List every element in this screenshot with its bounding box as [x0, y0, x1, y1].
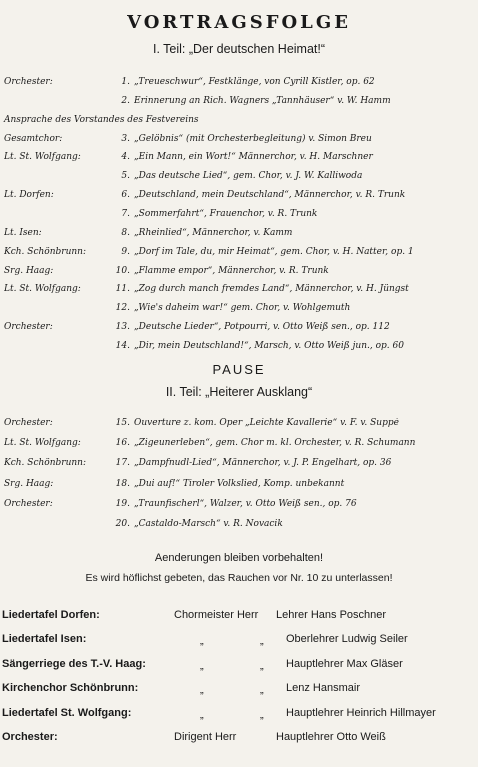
piece-title: „Treueschwur“, Festklänge, von Cyrill Kistler, op. 62 — [134, 77, 375, 87]
program-item — [0, 438, 478, 454]
director-name: Oberlehrer Ludwig Seiler — [286, 633, 408, 646]
ditto-mark: „ — [200, 684, 204, 697]
item-number: 19. — [115, 498, 130, 509]
item-number: 14. — [115, 340, 130, 351]
piece-title: „Dir, mein Deutschland!“, Marsch, v. Otto Weiß jun., op. 60 — [134, 340, 404, 351]
director-row — [0, 609, 478, 627]
performer-label: Orchester: — [4, 322, 53, 333]
performer-label: Lt. St. Wolfgang: — [4, 438, 81, 449]
piece-title: „Zog durch manch fremdes Land“, Männerchor, v. H. Jüngst — [134, 284, 409, 295]
program-item — [0, 190, 478, 206]
notice-smoking: Es wird höflichst gebeten, das Rauchen vor Nr. 10 zu unterlassen! — [85, 572, 393, 584]
piece-title: „Wie's daheim war!“ gem. Chor, v. Wohlgemuth — [134, 303, 351, 314]
part1-title: I. Teil: „Der deutschen Heimat!“ — [152, 42, 326, 56]
piece-title: „Zigeunerleben“, gem. Chor m. kl. Orchester, v. R. Schumann — [134, 438, 416, 449]
director-group: Liedertafel St. Wolfgang: — [2, 706, 132, 719]
program-item — [0, 228, 478, 244]
program-item — [0, 341, 478, 357]
ditto-mark: „ — [260, 708, 264, 721]
program-item — [0, 134, 478, 150]
piece-title: Erinnerung an Rich. Wagners „Tannhäuser“ v. W. Hamm — [134, 95, 391, 106]
piece-title: „Dorf im Tale, du, mir Heimat“, gem. Chor, v. H. Natter, op. 1 — [134, 246, 414, 257]
program-item — [0, 519, 478, 535]
piece-title: „Sommerfahrt“, Frauenchor, v. R. Trunk — [134, 208, 318, 219]
piece-title: „Dui auf!“ Tiroler Volkslied, Komp. unbekannt — [134, 478, 345, 489]
piece-title: „Ein Mann, ein Wort!“ Männerchor, v. H. Marschner — [134, 152, 373, 163]
piece-title: „Deutsche Lieder“, Potpourri, v. Otto Weiß sen., op. 112 — [134, 322, 390, 333]
ditto-mark: „ — [200, 708, 204, 721]
item-number: 6. — [121, 190, 130, 201]
item-number: 10. — [115, 265, 130, 276]
performer-label: Kch. Schönbrunn: — [4, 458, 86, 469]
director-group: Sängerriege des T.-V. Haag: — [2, 657, 146, 670]
item-number: 4. — [121, 152, 130, 163]
item-number: 8. — [121, 227, 130, 238]
program-item — [0, 458, 478, 474]
program-note — [0, 115, 478, 131]
item-number: 3. — [121, 133, 130, 144]
director-name: Lehrer Hans Poschner — [276, 609, 387, 621]
performer-label: Kch. Schönbrunn: — [4, 246, 86, 257]
piece-title: „Castaldo-Marsch“ v. R. Novacik — [134, 519, 283, 529]
performer-label: Lt. Isen: — [4, 227, 42, 238]
piece-title: „Deutschland, mein Deutschland“, Männerchor, v. R. Trunk — [134, 190, 406, 201]
performer-label: Gesamtchor: — [4, 133, 63, 144]
director-group: Orchester: — [2, 731, 58, 743]
pause-label: PAUSE — [212, 362, 266, 377]
piece-title: „Das deutsche Lied“, gem. Chor, v. J. W. Kalliwoda — [134, 171, 363, 182]
director-group: Liedertafel Isen: — [2, 633, 87, 646]
director-role: Chormeister Herr — [174, 609, 259, 621]
piece-title: „Traunfischerl“, Walzer, v. Otto Weiß sen., op. 76 — [134, 498, 357, 509]
performer-label: Lt. St. Wolfgang: — [4, 284, 81, 295]
director-group: Kirchenchor Schönbrunn: — [2, 682, 139, 695]
piece-title: Ouverture z. kom. Oper „Leichte Kavallerie“ v. F. v. Suppé — [134, 418, 399, 428]
performer-label: Lt. St. Wolfgang: — [4, 152, 81, 163]
ditto-mark: „ — [260, 635, 264, 648]
performer-label: Orchester: — [4, 498, 53, 509]
program-item — [0, 209, 478, 225]
ditto-mark: „ — [260, 659, 264, 672]
program-item — [0, 266, 478, 282]
item-number: 11. — [115, 284, 130, 295]
ditto-mark: „ — [200, 659, 204, 672]
performer-label: Srg. Haag: — [4, 265, 54, 276]
director-name: Hauptlehrer Max Gläser — [286, 657, 403, 670]
program-item — [0, 96, 478, 112]
performer-label: Srg. Haag: — [4, 478, 54, 489]
item-number: 13. — [115, 322, 130, 333]
director-row — [0, 707, 478, 725]
item-number: 20. — [115, 519, 130, 529]
program-item — [0, 152, 478, 168]
item-number: 5. — [121, 171, 130, 182]
ditto-mark: „ — [260, 684, 264, 697]
program-note-text: Ansprache des Vorstandes des Festvereins — [4, 114, 199, 125]
piece-title: „Rheinlied“, Männerchor, v. Kamm — [134, 227, 293, 238]
item-number: 12. — [115, 303, 130, 314]
program-item — [0, 418, 478, 434]
notice-changes: Aenderungen bleiben vorbehalten! — [154, 552, 324, 564]
program-item — [0, 247, 478, 263]
piece-title: „Dampfnudl-Lied“, Männerchor, v. J. P. Engelhart, op. 36 — [134, 458, 392, 469]
ditto-mark: „ — [200, 635, 204, 648]
item-number: 18. — [115, 478, 130, 489]
performer-label: Orchester: — [4, 77, 53, 87]
director-name: Lenz Hansmair — [286, 682, 360, 695]
item-number: 15. — [115, 418, 130, 428]
director-name: Hauptlehrer Otto Weiß — [276, 731, 386, 743]
director-row — [0, 731, 478, 749]
performer-label: Lt. Dorfen: — [4, 190, 54, 201]
item-number: 16. — [115, 438, 130, 449]
director-row — [0, 658, 478, 676]
program-item — [0, 499, 478, 515]
director-name: Hauptlehrer Heinrich Hillmayer — [286, 706, 436, 719]
item-number: 1. — [121, 77, 130, 87]
director-group: Liedertafel Dorfen: — [2, 609, 100, 621]
program-item — [0, 171, 478, 187]
piece-title: „Gelöbnis“ (mit Orchesterbegleitung) v. Simon Breu — [134, 133, 372, 144]
program-item — [0, 303, 478, 319]
program-item — [0, 284, 478, 300]
part2-title: II. Teil: „Heiterer Ausklang“ — [165, 385, 313, 399]
program-item — [0, 322, 478, 338]
director-row — [0, 682, 478, 700]
program-item — [0, 479, 478, 495]
program-item — [0, 77, 478, 93]
page-title: VORTRAGSFOLGE — [127, 12, 351, 33]
director-row — [0, 633, 478, 651]
item-number: 7. — [121, 208, 130, 219]
piece-title: „Flamme empor“, Männerchor, v. R. Trunk — [134, 265, 329, 276]
item-number: 2. — [121, 95, 130, 106]
director-role: Dirigent Herr — [174, 731, 237, 743]
item-number: 17. — [115, 458, 130, 469]
item-number: 9. — [121, 246, 130, 257]
performer-label: Orchester: — [4, 418, 53, 428]
